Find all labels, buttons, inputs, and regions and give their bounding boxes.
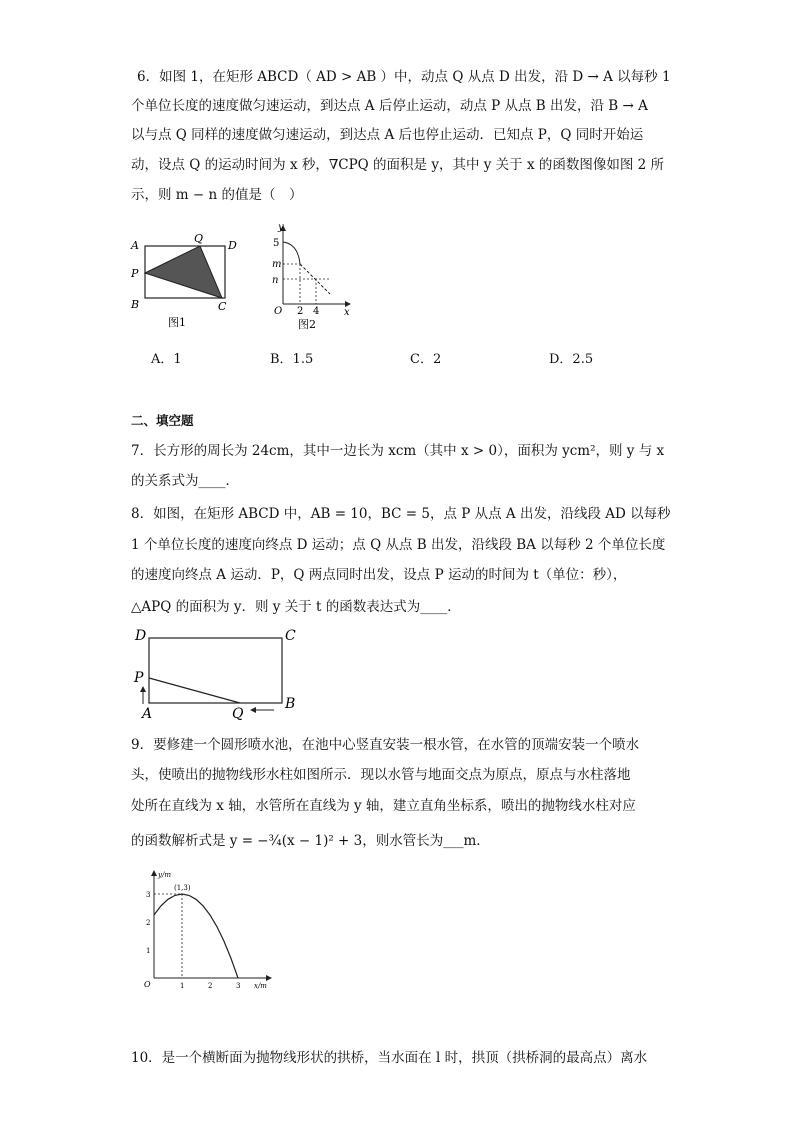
segment-pq bbox=[149, 678, 240, 703]
q9-line-3: 处所在直线为 x 轴，水管所在直线为 y 轴，建立直角坐标系，喷出的抛物线水柱对应 bbox=[131, 798, 636, 814]
fig2-caption: 图2 bbox=[298, 318, 316, 331]
q8-line-2: 1 个单位长度的速度向终点 D 运动；点 Q 从点 B 出发，沿线段 BA 以每秒 2 个单位长度 bbox=[131, 537, 666, 553]
chart-y-tick-label: 1 bbox=[146, 947, 151, 955]
label-5: 5 bbox=[273, 238, 280, 249]
chart-x-tick-label: 2 bbox=[208, 982, 213, 990]
label-b: B bbox=[131, 298, 140, 311]
option-c[interactable]: C．2 bbox=[410, 352, 442, 367]
fig1-caption: 图1 bbox=[168, 316, 186, 329]
option-d[interactable]: D．2.5 bbox=[549, 352, 594, 367]
label-b-q8: B bbox=[285, 696, 296, 712]
q6-figure-1 bbox=[128, 230, 243, 330]
label-4: 4 bbox=[313, 306, 320, 317]
chart-y-arrow bbox=[151, 870, 157, 876]
chart-x-tick-label: 1 bbox=[180, 982, 185, 990]
triangle-cpq bbox=[145, 246, 222, 298]
q6-line-3: 以与点 Q 同样的速度做匀速运动，到达点 A 后也停止运动．已知点 P，Q 同时开始运 bbox=[131, 127, 644, 143]
label-o: O bbox=[274, 306, 283, 317]
label-p: P bbox=[131, 267, 139, 280]
section-title: 二、填空题 bbox=[131, 413, 194, 428]
chart-xlabel: x/m bbox=[254, 982, 267, 990]
q9-line-1: 9．要修建一个圆形喷水池，在池中心竖直安装一根水管，在水管的顶端安装一个喷水 bbox=[131, 737, 640, 753]
q8-figure bbox=[128, 624, 308, 722]
q6-line-2: 个单位长度的速度做匀速运动，到达点 A 后停止运动，动点 P 从点 B 出发，沿 B → A bbox=[131, 98, 648, 114]
label-q: Q bbox=[194, 232, 204, 245]
label-m: m bbox=[272, 259, 282, 270]
label-a: A bbox=[131, 239, 139, 252]
q7-line-1: 7．长方形的周长为 24cm，其中一边长为 xcm（其中 x > 0），面积为 ycm²，则 y 与 x bbox=[131, 443, 665, 459]
chart-vertex-annotation: (1,3) bbox=[174, 884, 191, 892]
q9-line-4: 的函数解析式是 y = −¾(x − 1)² + 3，则水管长为___m． bbox=[131, 833, 490, 849]
label-a-q8: A bbox=[142, 706, 153, 722]
option-b[interactable]: B．1.5 bbox=[270, 352, 314, 367]
chart-y-tick-label: 3 bbox=[146, 891, 151, 899]
q8-line-4: △APQ 的面积为 y．则 y 关于 t 的函数表达式为____． bbox=[131, 599, 461, 615]
q8-line-1: 8．如图，在矩形 ABCD 中，AB = 10，BC = 5，点 P 从点 A 出发，沿线段 AD 以每秒 bbox=[131, 506, 671, 522]
q6-line-5: 示，则 m − n 的值是（ ） bbox=[131, 187, 303, 203]
q6-figure-2 bbox=[268, 222, 358, 332]
q8-line-3: 的速度向终点 A 运动．P，Q 两点同时出发，设点 P 运动的时间为 t（单位：秒）， bbox=[131, 567, 627, 583]
arrow-q-head bbox=[250, 707, 256, 713]
chart-x-arrow bbox=[266, 975, 272, 981]
curve bbox=[283, 242, 300, 264]
chart-series-line bbox=[154, 894, 238, 978]
arrow-p-head bbox=[140, 686, 146, 692]
chart-y-tick-label: 2 bbox=[146, 919, 151, 927]
q10-line-1: 10．是一个横断面为抛物线形状的拱桥，当水面在 l 时，拱顶（拱桥洞的最高点）离水 bbox=[131, 1050, 648, 1066]
q9-line-2: 头，使喷出的抛物线形水柱如图所示．现以水管与地面交点为原点，原点与水柱落地 bbox=[131, 767, 631, 783]
rect-abcd-q8 bbox=[149, 638, 282, 703]
option-a[interactable]: A．1 bbox=[151, 352, 182, 367]
label-d: D bbox=[228, 239, 237, 252]
chart-ylabel: y/m bbox=[158, 871, 171, 879]
label-2: 2 bbox=[297, 306, 304, 317]
label-x: x bbox=[344, 307, 350, 318]
label-y: y bbox=[278, 222, 284, 233]
chart-origin: O bbox=[144, 980, 151, 989]
q7-line-2: 的关系式为____． bbox=[131, 473, 239, 489]
q9-parabola-chart bbox=[138, 866, 278, 994]
chart-x-tick-label: 3 bbox=[236, 982, 241, 990]
q6-line-1: 6．如图 1，在矩形 ABCD（ AD > AB ）中，动点 Q 从点 D 出发，沿 D → A 以每秒 1 bbox=[137, 69, 671, 85]
label-d-q8: D bbox=[135, 628, 147, 644]
q6-line-4: 动，设点 Q 的运动时间为 x 秒，∇CPQ 的面积是 y，其中 y 关于 x 的函数图像如图 2 所 bbox=[131, 157, 665, 173]
label-c-q8: C bbox=[285, 628, 296, 644]
label-p-q8: P bbox=[134, 670, 144, 686]
label-q-q8: Q bbox=[232, 706, 244, 722]
label-c: C bbox=[218, 300, 227, 313]
label-n: n bbox=[272, 275, 279, 286]
